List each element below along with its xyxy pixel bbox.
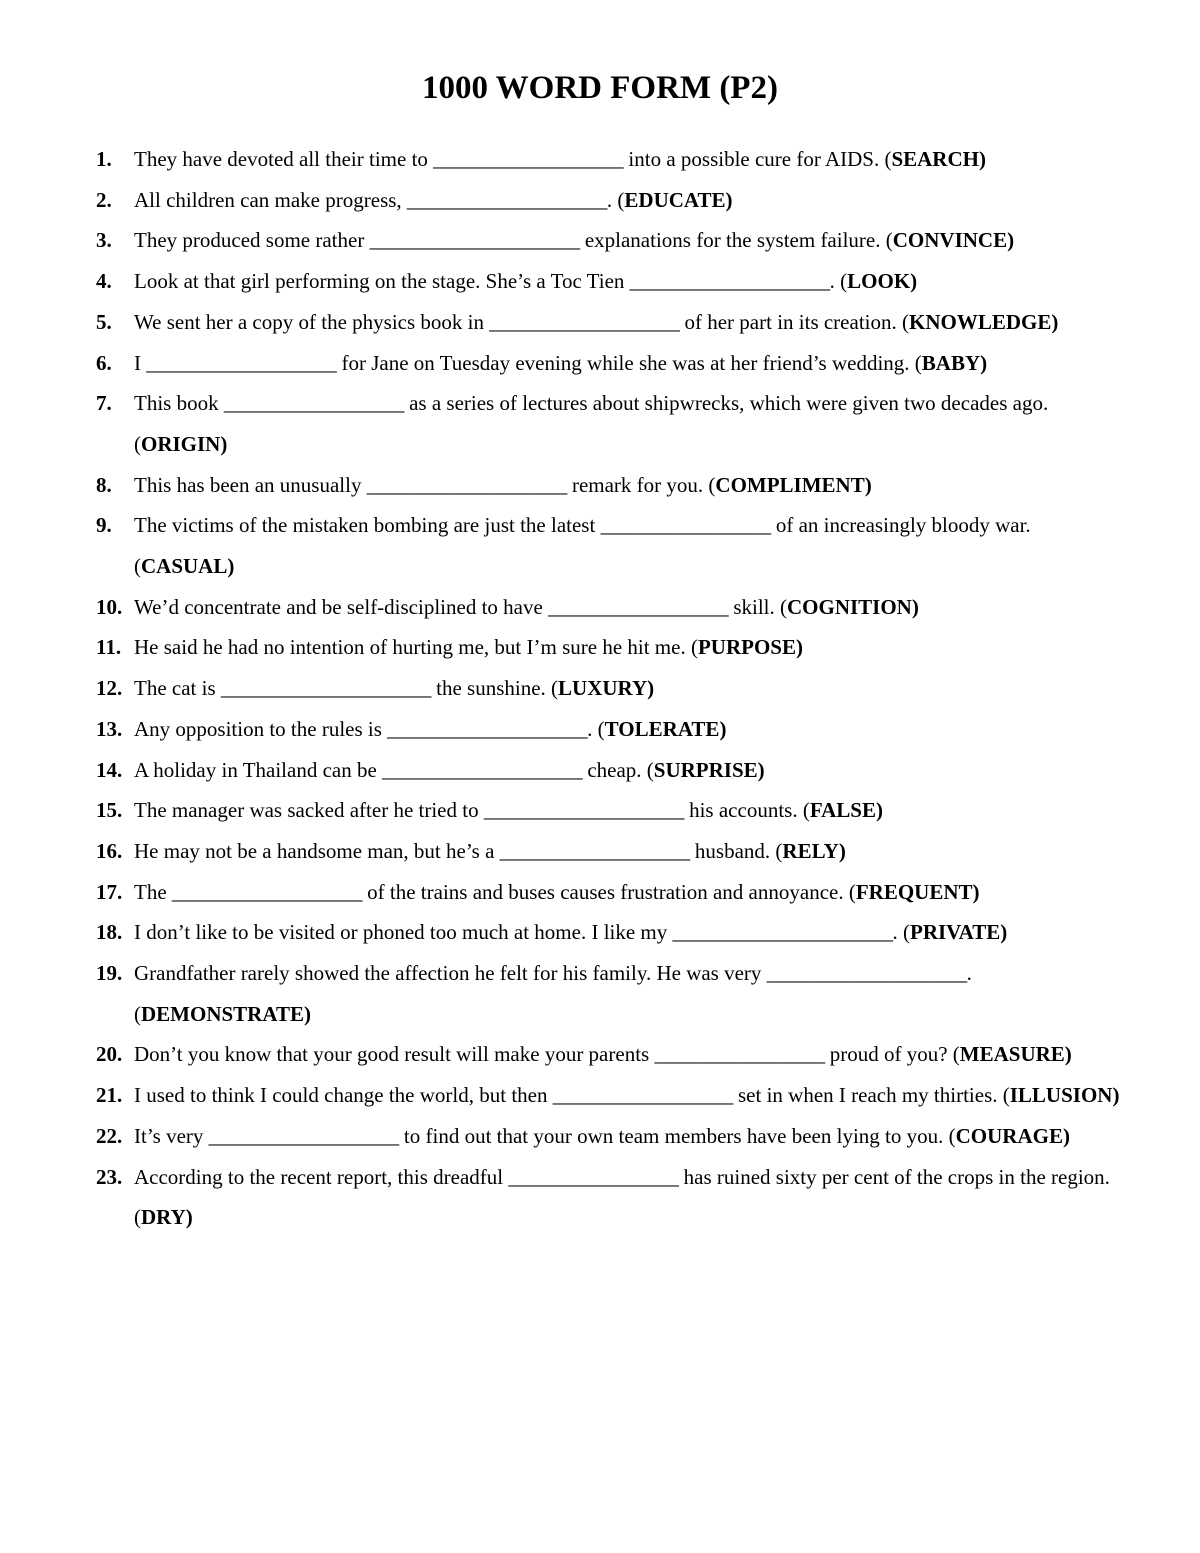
root-word-close: ): [864, 472, 872, 497]
question-text: The: [134, 879, 172, 904]
root-word-close: ): [795, 635, 803, 660]
root-word-close: ): [838, 838, 846, 863]
question-item: [96, 872, 1136, 913]
question-text: Look at that girl performing on the stage. She’s a Toc Tien: [134, 269, 630, 294]
answer-blank: _________________: [508, 1164, 679, 1189]
root-word-close: ): [980, 350, 988, 375]
answer-blank: _________________: [654, 1042, 825, 1067]
question-text-after: of the trains and buses causes frustration and annoyance. (: [361, 879, 856, 904]
root-word-close: ): [911, 594, 919, 619]
root-word-close: ): [875, 798, 883, 823]
question-text: A holiday in Thailand can be: [134, 757, 383, 782]
question-item: [96, 302, 1136, 343]
root-word-close: ): [185, 1205, 193, 1230]
root-word-close: ): [1062, 1123, 1070, 1148]
question-text: The cat is: [134, 676, 221, 701]
root-word: ORIGIN: [141, 431, 221, 456]
question-item: [96, 709, 1136, 750]
question-item: [96, 668, 1136, 709]
answer-blank: ____________________: [483, 798, 684, 823]
answer-blank: ___________________: [208, 1123, 399, 1148]
root-word: BABY: [921, 350, 981, 375]
question-number: 13.: [96, 716, 123, 741]
question-number: 12.: [96, 676, 123, 701]
question-item: [96, 1157, 1136, 1238]
root-word: MEASURE: [959, 1042, 1065, 1067]
question-text: They have devoted all their time to: [134, 147, 434, 171]
root-word-close: ): [972, 879, 980, 904]
question-item: [96, 790, 1136, 831]
answer-blank: ____________________: [366, 472, 567, 497]
question-item: [96, 953, 1136, 1034]
question-text: They produced some rather: [134, 228, 370, 253]
root-word: COGNITION: [786, 594, 912, 619]
question-item: [96, 220, 1136, 261]
question-number: 9.: [96, 513, 112, 538]
question-text: I used to think I could change the world, but then: [134, 1083, 553, 1108]
answer-blank: __________________: [223, 391, 404, 416]
question-text: It’s very: [134, 1123, 209, 1148]
question-number: 19.: [96, 961, 123, 986]
question-text: This book: [134, 391, 224, 416]
question-item: [96, 180, 1136, 221]
question-number: 17.: [96, 879, 123, 904]
root-word-close: ): [303, 1001, 311, 1026]
question-text-after: cheap. (: [582, 757, 654, 782]
answer-blank: __________________: [552, 1083, 733, 1108]
question-item: [96, 261, 1136, 302]
question-text: I: [134, 350, 147, 375]
question-text-after: proud of you? (: [824, 1042, 960, 1067]
question-text-after: his accounts. (: [683, 798, 810, 823]
question-text-after: explanations for the system failure. (: [579, 228, 893, 253]
question-item: [96, 1075, 1136, 1116]
question-item: [96, 627, 1136, 668]
root-word: CONVINCE: [892, 228, 1008, 253]
root-word-close: ): [725, 187, 733, 212]
question-text: Grandfather rarely showed the affection he felt for his family. He was very: [134, 961, 767, 986]
root-word: FALSE: [809, 798, 876, 823]
root-word: KNOWLEDGE: [908, 309, 1052, 334]
root-word: PRIVATE: [910, 920, 1001, 945]
question-number: 14.: [96, 757, 123, 782]
question-text-after: into a possible cure for AIDS. (: [623, 147, 892, 171]
question-text-after: of an increasingly bloody war. (: [134, 513, 1031, 579]
question-text: All children can make progress,: [134, 187, 407, 212]
question-text-after: for Jane on Tuesday evening while she was at her friend’s wedding. (: [336, 350, 922, 375]
question-number: 6.: [96, 350, 112, 375]
question-text-after: skill. (: [728, 594, 787, 619]
answer-blank: ___________________: [499, 838, 690, 863]
answer-blank: ___________________: [489, 309, 680, 334]
root-word: ILLUSION: [1009, 1083, 1113, 1108]
answer-blank: ____________________: [406, 187, 607, 212]
root-word: COMPLIMENT: [715, 472, 865, 497]
answer-blank: ___________________: [433, 147, 624, 171]
question-number: 8.: [96, 472, 112, 497]
question-number: 3.: [96, 228, 112, 253]
question-number: 23.: [96, 1164, 123, 1189]
question-text: According to the recent report, this dreadful: [134, 1164, 509, 1189]
question-number: 20.: [96, 1042, 123, 1067]
root-word: COURAGE: [955, 1123, 1063, 1148]
question-list: [96, 139, 1136, 1238]
root-word-close: ): [978, 147, 986, 171]
answer-blank: ____________________: [629, 269, 830, 294]
answer-blank: _____________________: [369, 228, 580, 253]
answer-blank: ___________________: [171, 879, 362, 904]
root-word: SEARCH: [891, 147, 979, 171]
question-text: We’d concentrate and be self-disciplined to have: [134, 594, 549, 619]
question-item: [96, 343, 1136, 384]
question-text: He said he had no intention of hurting me, but I’m sure he hit me. (: [134, 635, 698, 660]
question-number: 16.: [96, 838, 123, 863]
question-text: I don’t like to be visited or phoned too much at home. I like my: [134, 920, 673, 945]
root-word-close: ): [1112, 1083, 1120, 1108]
question-number: 1.: [96, 147, 112, 171]
root-word-close: ): [757, 757, 765, 782]
root-word: EDUCATE: [624, 187, 726, 212]
root-word-close: ): [1064, 1042, 1072, 1067]
question-text-after: of her part in its creation. (: [679, 309, 909, 334]
question-item: [96, 912, 1136, 953]
question-text: He may not be a handsome man, but he’s a: [134, 838, 500, 863]
question-item: [96, 383, 1136, 464]
question-text: The victims of the mistaken bombing are just the latest: [134, 513, 601, 538]
answer-blank: __________________: [548, 594, 729, 619]
question-text: Any opposition to the rules is: [134, 716, 388, 741]
question-text: We sent her a copy of the physics book in: [134, 309, 490, 334]
question-item: [96, 139, 1136, 180]
root-word-close: ): [910, 269, 918, 294]
question-item: [96, 750, 1136, 791]
root-word-close: ): [1051, 309, 1059, 334]
question-text: Don’t you know that your good result will make your parents: [134, 1042, 655, 1067]
question-text-after: set in when I reach my thirties. (: [732, 1083, 1010, 1108]
root-word-close: ): [647, 676, 655, 701]
question-text-after: the sunshine. (: [430, 676, 559, 701]
question-item: [96, 1034, 1136, 1075]
question-text-after: . (: [606, 187, 625, 212]
question-text-after: . (: [587, 716, 605, 741]
root-word-close: ): [227, 554, 235, 579]
answer-blank: ____________________: [766, 961, 967, 986]
root-word: LOOK: [847, 269, 911, 294]
question-item: [96, 587, 1136, 628]
question-item: [96, 465, 1136, 506]
question-item: [96, 831, 1136, 872]
question-number: 22.: [96, 1123, 123, 1148]
answer-blank: ______________________: [672, 920, 893, 945]
answer-blank: _________________: [600, 513, 771, 538]
question-number: 11.: [96, 635, 122, 660]
question-text-after: as a series of lectures about shipwrecks, which were given two decades ago. (: [134, 391, 1049, 456]
root-word: PURPOSE: [697, 635, 796, 660]
question-number: 15.: [96, 798, 123, 823]
root-word-close: ): [1000, 920, 1008, 945]
root-word-close: ): [220, 431, 228, 456]
question-number: 7.: [96, 391, 112, 416]
root-word: DEMONSTRATE: [141, 1001, 304, 1026]
answer-blank: _____________________: [220, 676, 431, 701]
root-word: CASUAL: [141, 554, 228, 579]
question-text-after: . (: [829, 269, 848, 294]
question-item: [96, 505, 1136, 586]
root-word-close: ): [719, 716, 727, 741]
question-text-after: to find out that your own team members have been lying to you. (: [398, 1123, 956, 1148]
question-text: The manager was sacked after he tried to: [134, 798, 484, 823]
root-word: LUXURY: [558, 676, 648, 701]
question-number: 10.: [96, 594, 123, 619]
question-text-after: has ruined sixty per cent of the crops in the region. (: [134, 1164, 1110, 1230]
root-word: FREQUENT: [855, 879, 973, 904]
question-text: This has been an unusually: [134, 472, 367, 497]
question-number: 2.: [96, 187, 112, 212]
question-number: 21.: [96, 1083, 123, 1108]
root-word: RELY: [782, 838, 839, 863]
root-word: DRY: [141, 1205, 186, 1230]
question-text-after: remark for you. (: [566, 472, 716, 497]
question-item: [96, 1116, 1136, 1157]
question-number: 18.: [96, 920, 123, 945]
question-text-after: . (: [134, 961, 972, 1026]
answer-blank: ___________________: [146, 350, 337, 375]
answer-blank: ____________________: [382, 757, 583, 782]
question-text-after: husband. (: [689, 838, 783, 863]
question-text-after: . (: [892, 920, 911, 945]
root-word-close: ): [1007, 228, 1015, 253]
page-title: 1000 WORD FORM (P2): [422, 70, 778, 106]
question-number: 5.: [96, 309, 112, 334]
answer-blank: ____________________: [387, 716, 588, 741]
question-number: 4.: [96, 269, 112, 294]
root-word: SURPRISE: [653, 757, 758, 782]
root-word: TOLERATE: [604, 716, 720, 741]
